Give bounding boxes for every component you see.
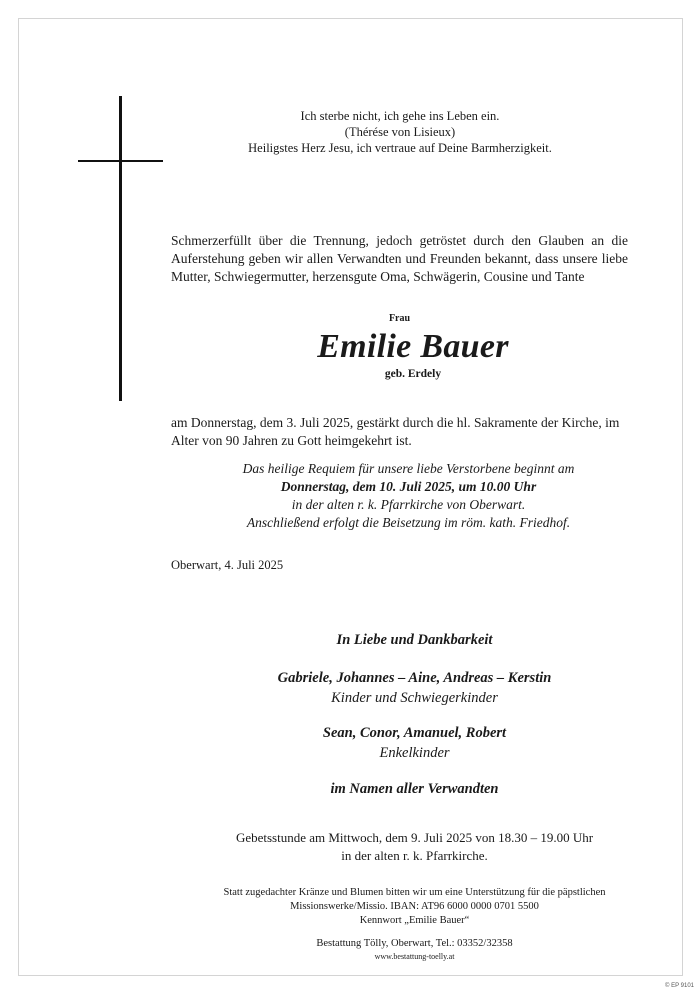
corner-code: © EP 9101 [665, 983, 694, 989]
donation-keyword: Kennwort „Emilie Bauer“ [359, 915, 470, 926]
quote-line-3: Heiligstes Herz Jesu, ich vertraue auf Deine Barmherzigkeit. [248, 141, 552, 155]
requiem-line-1: Das heilige Requiem für unsere liebe Verstorbene beginnt am [242, 461, 575, 476]
death-notice: am Donnerstag, dem 3. Juli 2025, gestärkt durch die hl. Sakramente der Kirche, im Alter von 90 Jahren zu Gott heimgekehrt ist. [171, 415, 620, 448]
deceased-birth-name: geb. Erdely [384, 368, 442, 380]
requiem-info [171, 460, 646, 532]
prayer-hour [171, 829, 658, 865]
burial-info: Anschließend erfolgt die Beisetzung im röm. kath. Friedhof. [246, 515, 571, 530]
quote-source: (Thérése von Lisieux) [344, 125, 456, 139]
donation-iban: Missionswerke/Missio. IBAN: AT96 6000 0000 0701 5500 [290, 901, 539, 912]
requiem-date: Donnerstag, dem 10. Juli 2025, um 10.00 Uhr [280, 479, 537, 494]
prayer-line-1: Gebetsstunde am Mittwoch, dem 9. Juli 2025 von 18.30 – 19.00 Uhr [235, 830, 594, 845]
deceased-title: Frau [388, 313, 411, 324]
grandchildren-names: Sean, Conor, Amanuel, Robert [322, 725, 507, 741]
children-names: Gabriele, Johannes – Aine, Andreas – Kerstin [277, 670, 552, 686]
intro-paragraph: Schmerzerfüllt über die Trennung, jedoch getröstet durch den Glauben an die Auferstehung geben wir allen Verwandten und Freunden bekannt, dass unsere liebe Mutter, Schwiegermutter, herzensgute Oma, Schwägerin, Cousine und Tante [171, 233, 628, 284]
donation-line-1: Statt zugedachter Kränze und Blumen bitten wir um eine Unterstützung für die päpstlichen [223, 887, 606, 898]
grandchildren-label: Enkelkinder [379, 745, 450, 761]
prayer-line-2: in der alten r. k. Pfarrkirche. [341, 848, 488, 863]
mourners-block [171, 630, 658, 799]
deceased-name: Emilie Bauer [317, 328, 509, 365]
quote-line-1: Ich sterbe nicht, ich gehe ins Leben ein. [300, 109, 500, 123]
donation-request [171, 886, 658, 928]
undertaker-info [171, 937, 658, 962]
undertaker-contact: Bestattung Tölly, Oberwart, Tel.: 03352/32358 [316, 938, 513, 949]
mourners-heading: In Liebe und Dankbarkeit [336, 632, 493, 648]
children-label: Kinder und Schwiegerkinder [331, 690, 498, 706]
undertaker-website: www.bestattung-toelly.at [374, 952, 455, 961]
place-date: Oberwart, 4. Juli 2025 [171, 558, 284, 572]
opening-quote [170, 108, 630, 156]
requiem-location: in der alten r. k. Pfarrkirche von Oberwart. [291, 497, 526, 512]
relatives-line: im Namen aller Verwandten [330, 781, 499, 797]
